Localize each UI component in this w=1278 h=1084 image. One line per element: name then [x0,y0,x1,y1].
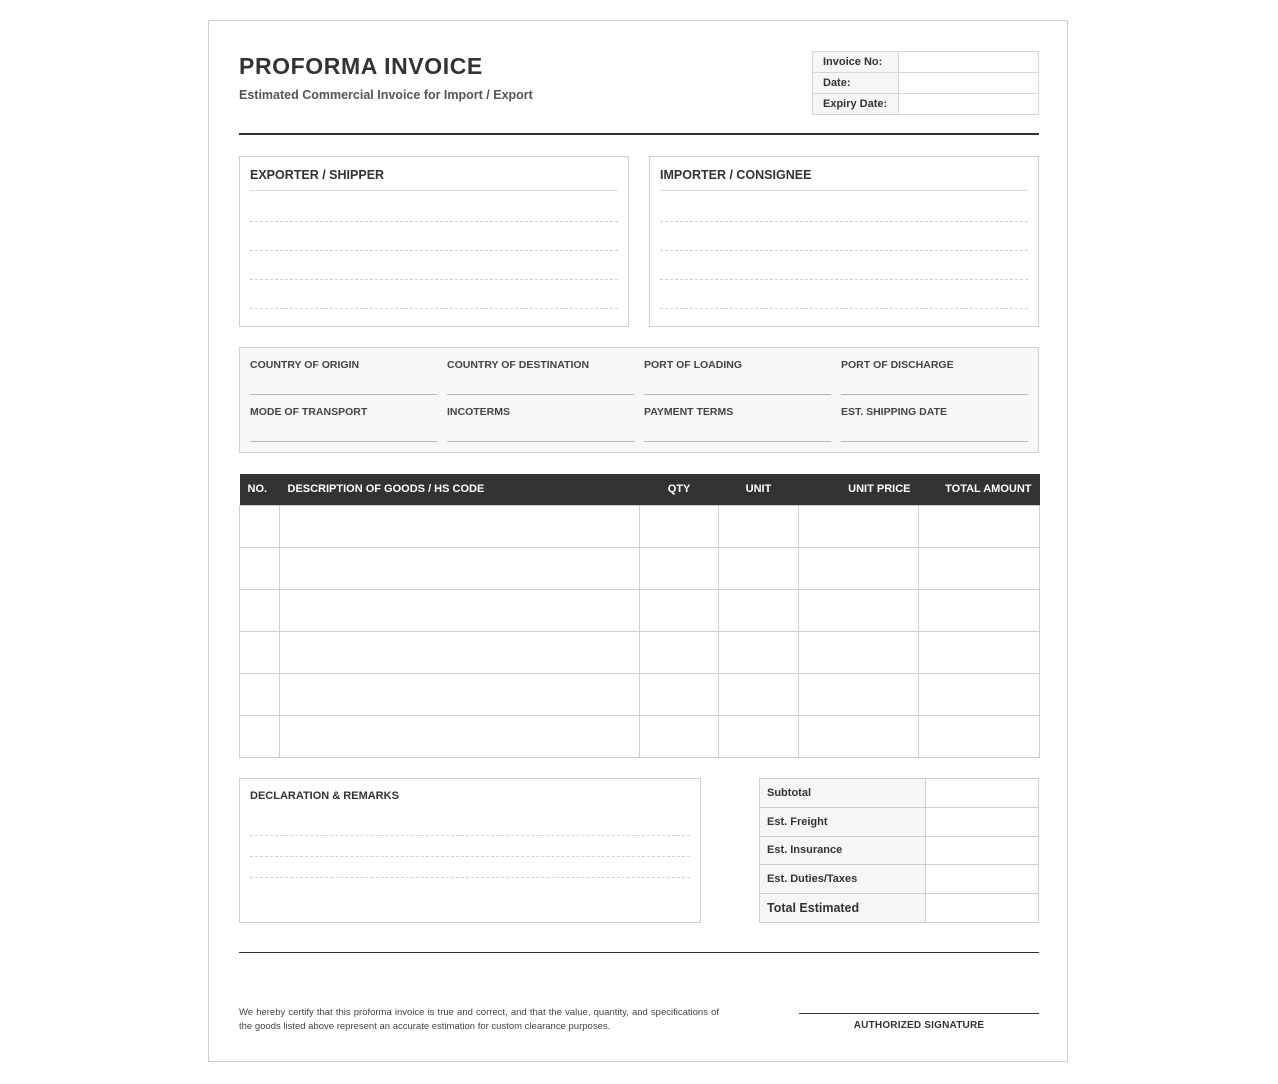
importer-heading-rule [660,190,1028,191]
incoterms-label: INCOTERMS [447,406,510,418]
importer-line-4[interactable] [660,308,1028,309]
cell-unit-price[interactable] [799,631,919,673]
table-row [240,547,1040,589]
invoice-no-label: Invoice No: [813,52,899,73]
invoice-no-field[interactable] [899,52,1039,73]
cell-unit-price[interactable] [799,547,919,589]
col-description: DESCRIPTION OF GOODS / HS CODE [280,474,640,505]
exporter-heading-rule [250,190,618,191]
cell-description[interactable] [280,631,640,673]
cell-unit-price[interactable] [799,673,919,715]
col-total-amount: TOTAL AMOUNT [919,474,1040,505]
exporter-heading: EXPORTER / SHIPPER [250,168,385,182]
exporter-box [239,156,629,327]
cell-unit[interactable] [719,631,799,673]
cell-total-amount[interactable] [919,505,1040,547]
port-of-discharge-field[interactable] [841,394,1028,395]
exporter-line-1[interactable] [250,221,618,222]
cell-unit[interactable] [719,589,799,631]
totals-row-freight [760,807,1039,836]
subtotal-value[interactable] [926,779,1039,808]
cell-description[interactable] [280,673,640,715]
freight-value[interactable] [926,807,1039,836]
table-row [240,673,1040,715]
cell-qty[interactable] [640,547,719,589]
country-of-destination-label: COUNTRY OF DESTINATION [447,359,590,371]
cell-unit[interactable] [719,715,799,757]
payment-terms-field[interactable] [644,441,831,442]
cell-total-amount[interactable] [919,673,1040,715]
exporter-line-3[interactable] [250,279,618,280]
cell-no[interactable] [240,631,280,673]
col-unit: UNIT [719,474,799,505]
page-subtitle: Estimated Commercial Invoice for Import / Export [239,88,533,102]
cell-no[interactable] [240,673,280,715]
cell-qty[interactable] [640,631,719,673]
cell-qty[interactable] [640,715,719,757]
expiry-date-label: Expiry Date: [813,94,899,115]
insurance-label: Est. Insurance [760,836,926,865]
importer-line-2[interactable] [660,250,1028,251]
col-no: NO. [240,474,280,505]
totals-row-total-estimated [760,894,1039,923]
totals-row-subtotal [760,779,1039,808]
header-divider [239,133,1039,135]
date-field[interactable] [899,73,1039,94]
cell-unit-price[interactable] [799,505,919,547]
port-of-loading-label: PORT OF LOADING [644,359,742,371]
mode-of-transport-label: MODE OF TRANSPORT [250,406,368,418]
table-row [240,589,1040,631]
page-title: PROFORMA INVOICE [239,53,483,79]
totals-table [759,778,1039,923]
invoice-page [208,20,1068,1062]
cell-no[interactable] [240,589,280,631]
meta-row-invoice-no [813,52,1039,73]
remarks-line-2[interactable] [250,856,690,857]
total-estimated-label: Total Estimated [760,894,926,923]
cell-description[interactable] [280,547,640,589]
line-items-table [239,474,1040,758]
est-shipping-date-field[interactable] [841,441,1028,442]
cell-no[interactable] [240,505,280,547]
cell-no[interactable] [240,715,280,757]
cell-description[interactable] [280,505,640,547]
country-of-origin-field[interactable] [250,394,437,395]
cell-qty[interactable] [640,589,719,631]
exporter-line-2[interactable] [250,250,618,251]
port-of-loading-field[interactable] [644,394,831,395]
table-row [240,715,1040,757]
importer-line-1[interactable] [660,221,1028,222]
duties-value[interactable] [926,865,1039,894]
cell-no[interactable] [240,547,280,589]
cell-unit[interactable] [719,505,799,547]
mode-of-transport-field[interactable] [250,441,437,442]
total-estimated-value[interactable] [926,894,1039,923]
shipping-details-box [239,347,1039,453]
meta-row-date [813,73,1039,94]
country-of-origin-label: COUNTRY OF ORIGIN [250,359,360,371]
cell-description[interactable] [280,715,640,757]
cell-qty[interactable] [640,673,719,715]
cell-unit-price[interactable] [799,715,919,757]
exporter-line-4[interactable] [250,308,618,309]
cell-description[interactable] [280,589,640,631]
incoterms-field[interactable] [447,441,634,442]
meta-row-expiry-date [813,94,1039,115]
col-qty: QTY [640,474,719,505]
totals-row-duties [760,865,1039,894]
date-label: Date: [813,73,899,94]
importer-box [649,156,1039,327]
cell-unit-price[interactable] [799,589,919,631]
importer-heading: IMPORTER / CONSIGNEE [660,168,812,182]
cell-unit[interactable] [719,547,799,589]
invoice-meta-table [812,51,1039,115]
freight-label: Est. Freight [760,807,926,836]
cell-total-amount[interactable] [919,715,1040,757]
est-shipping-date-label: EST. SHIPPING DATE [841,406,947,418]
footer-divider [239,952,1039,953]
col-unit-price: UNIT PRICE [799,474,919,505]
cell-total-amount[interactable] [919,631,1040,673]
insurance-value[interactable] [926,836,1039,865]
cell-total-amount[interactable] [919,547,1040,589]
remarks-heading: DECLARATION & REMARKS [250,790,399,802]
duties-label: Est. Duties/Taxes [760,865,926,894]
cell-unit[interactable] [719,673,799,715]
remarks-line-1[interactable] [250,835,690,836]
cell-total-amount[interactable] [919,589,1040,631]
table-row [240,631,1040,673]
payment-terms-label: PAYMENT TERMS [644,406,734,418]
line-items-header [240,474,1040,505]
table-row [240,505,1040,547]
remarks-line-3[interactable] [250,877,690,878]
port-of-discharge-label: PORT OF DISCHARGE [841,359,954,371]
cell-qty[interactable] [640,505,719,547]
signature-line[interactable] [799,1013,1039,1014]
totals-row-insurance [760,836,1039,865]
importer-line-3[interactable] [660,279,1028,280]
subtotal-label: Subtotal [760,779,926,808]
country-of-destination-field[interactable] [447,394,634,395]
expiry-date-field[interactable] [899,94,1039,115]
signature-label: AUTHORIZED SIGNATURE [853,1020,985,1031]
certification-text: We hereby certify that this proforma invoice is true and correct, and that the value, quantity, and specifications of the goods listed above represent an accurate estimation for custom clearance purposes. [239,1007,719,1032]
remarks-box [239,778,701,923]
